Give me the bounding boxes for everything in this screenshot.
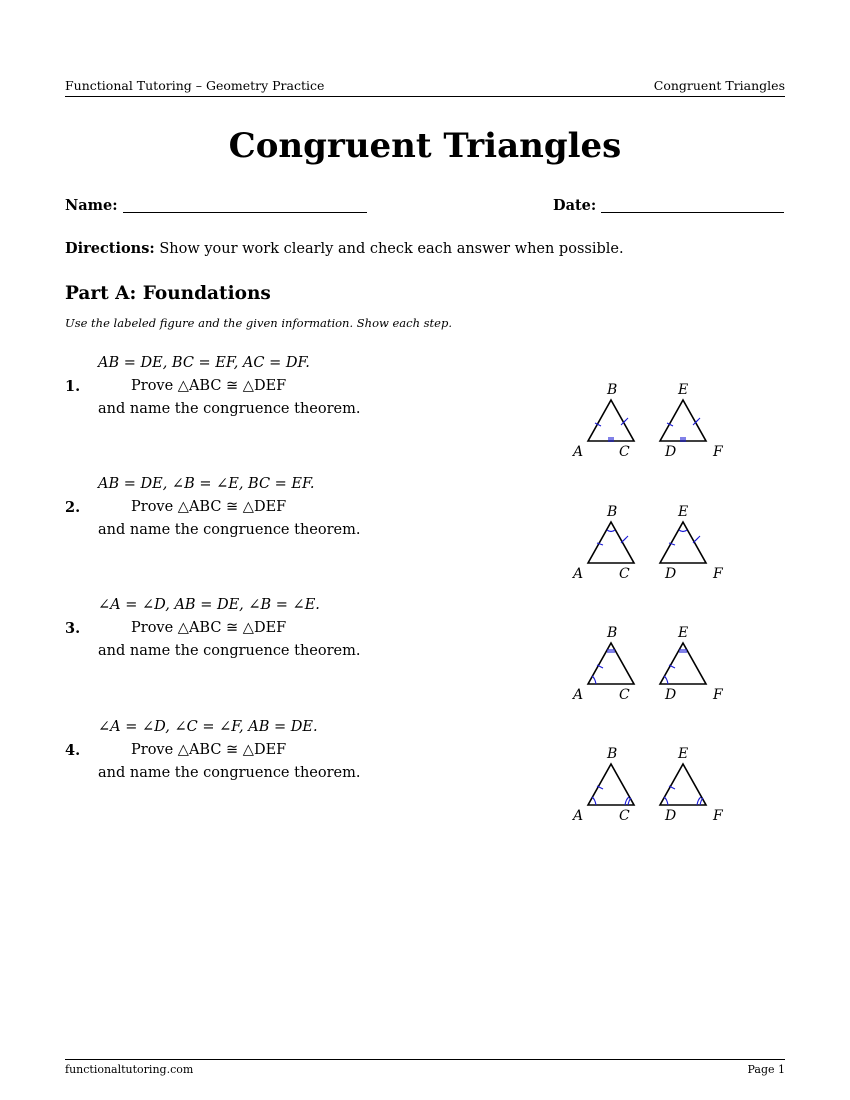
vertex-label-b: B — [607, 382, 618, 398]
problem-given: ∠A = ∠D, AB = DE, ∠B = ∠E. — [98, 597, 320, 613]
triangle-abc — [588, 643, 634, 684]
problem-number: 4. — [65, 742, 81, 759]
vertex-label-a: A — [573, 566, 584, 582]
problem-prove: Prove △ABC ≅ △DEF — [131, 742, 287, 758]
vertex-label-f: F — [713, 566, 723, 582]
vertex-label-a: A — [573, 808, 584, 824]
footer-site-link[interactable]: functionaltutoring.com — [65, 1063, 194, 1076]
footer-page-number: Page 1 — [747, 1063, 785, 1076]
part-subtitle: Use the labeled figure and the given information. Show each step. — [65, 316, 452, 330]
vertex-label-f: F — [713, 808, 723, 824]
name-label: Name: — [65, 197, 118, 214]
problem-theorem-prompt: and name the congruence theorem. — [98, 765, 361, 781]
vertex-label-a: A — [573, 687, 584, 703]
vertex-label-b: B — [607, 625, 618, 641]
vertex-label-c: C — [619, 444, 630, 460]
triangle-abc — [588, 522, 634, 563]
vertex-label-e: E — [678, 625, 689, 641]
vertex-label-d: D — [665, 687, 677, 703]
problem-theorem-prompt: and name the congruence theorem. — [98, 401, 361, 417]
problem-2 — [65, 478, 545, 568]
triangle-def — [660, 522, 706, 563]
problem-number: 2. — [65, 499, 81, 516]
problem-number: 3. — [65, 620, 81, 637]
triangle-abc — [588, 400, 634, 442]
vertex-label-c: C — [619, 687, 630, 703]
vertex-label-b: B — [607, 504, 618, 520]
vertex-label-e: E — [678, 382, 689, 398]
name-blank-line[interactable] — [123, 198, 367, 213]
vertex-label-a: A — [573, 444, 584, 460]
page-header — [65, 78, 785, 97]
triangle-def — [660, 643, 706, 684]
directions — [65, 240, 624, 257]
problem-given: AB = DE, ∠B = ∠E, BC = EF. — [98, 476, 315, 492]
triangle-figure-1 — [565, 378, 735, 473]
problem-prove: Prove △ABC ≅ △DEF — [131, 620, 287, 636]
directions-label: Directions: — [65, 240, 155, 257]
vertex-label-e: E — [678, 504, 689, 520]
problem-1 — [65, 357, 545, 447]
problem-prove: Prove △ABC ≅ △DEF — [131, 378, 287, 394]
vertex-label-c: C — [619, 808, 630, 824]
problem-theorem-prompt: and name the congruence theorem. — [98, 522, 361, 538]
problem-theorem-prompt: and name the congruence theorem. — [98, 643, 361, 659]
triangle-def — [660, 764, 706, 805]
part-title: Part A: Foundations — [65, 283, 271, 304]
page-footer — [65, 1059, 785, 1076]
problem-number: 1. — [65, 378, 81, 395]
date-label: Date: — [553, 197, 597, 214]
header-right-text: Congruent Triangles — [653, 78, 785, 93]
directions-text: Show your work clearly and check each answer when possible. — [159, 241, 624, 257]
vertex-label-f: F — [713, 687, 723, 703]
triangle-figure-3 — [565, 621, 735, 716]
date-field — [553, 197, 784, 214]
page-title: Congruent Triangles — [228, 126, 622, 166]
triangle-figure-2 — [565, 500, 735, 595]
header-left-text: Functional Tutoring – Geometry Practice — [65, 78, 325, 93]
vertex-label-d: D — [665, 444, 677, 460]
vertex-label-f: F — [713, 444, 723, 460]
problem-given: ∠A = ∠D, ∠C = ∠F, AB = DE. — [98, 719, 318, 735]
name-field — [65, 197, 367, 214]
problem-prove: Prove △ABC ≅ △DEF — [131, 499, 287, 515]
vertex-label-c: C — [619, 566, 630, 582]
problem-4 — [65, 721, 545, 811]
problem-given: AB = DE, BC = EF, AC = DF. — [98, 355, 310, 371]
vertex-label-b: B — [607, 746, 618, 762]
date-blank-line[interactable] — [601, 198, 784, 213]
triangle-def — [660, 400, 706, 442]
vertex-label-d: D — [665, 566, 677, 582]
vertex-label-e: E — [678, 746, 689, 762]
triangle-abc — [588, 764, 634, 805]
vertex-label-d: D — [665, 808, 677, 824]
triangle-figure-4 — [565, 742, 735, 837]
problem-3 — [65, 599, 545, 689]
